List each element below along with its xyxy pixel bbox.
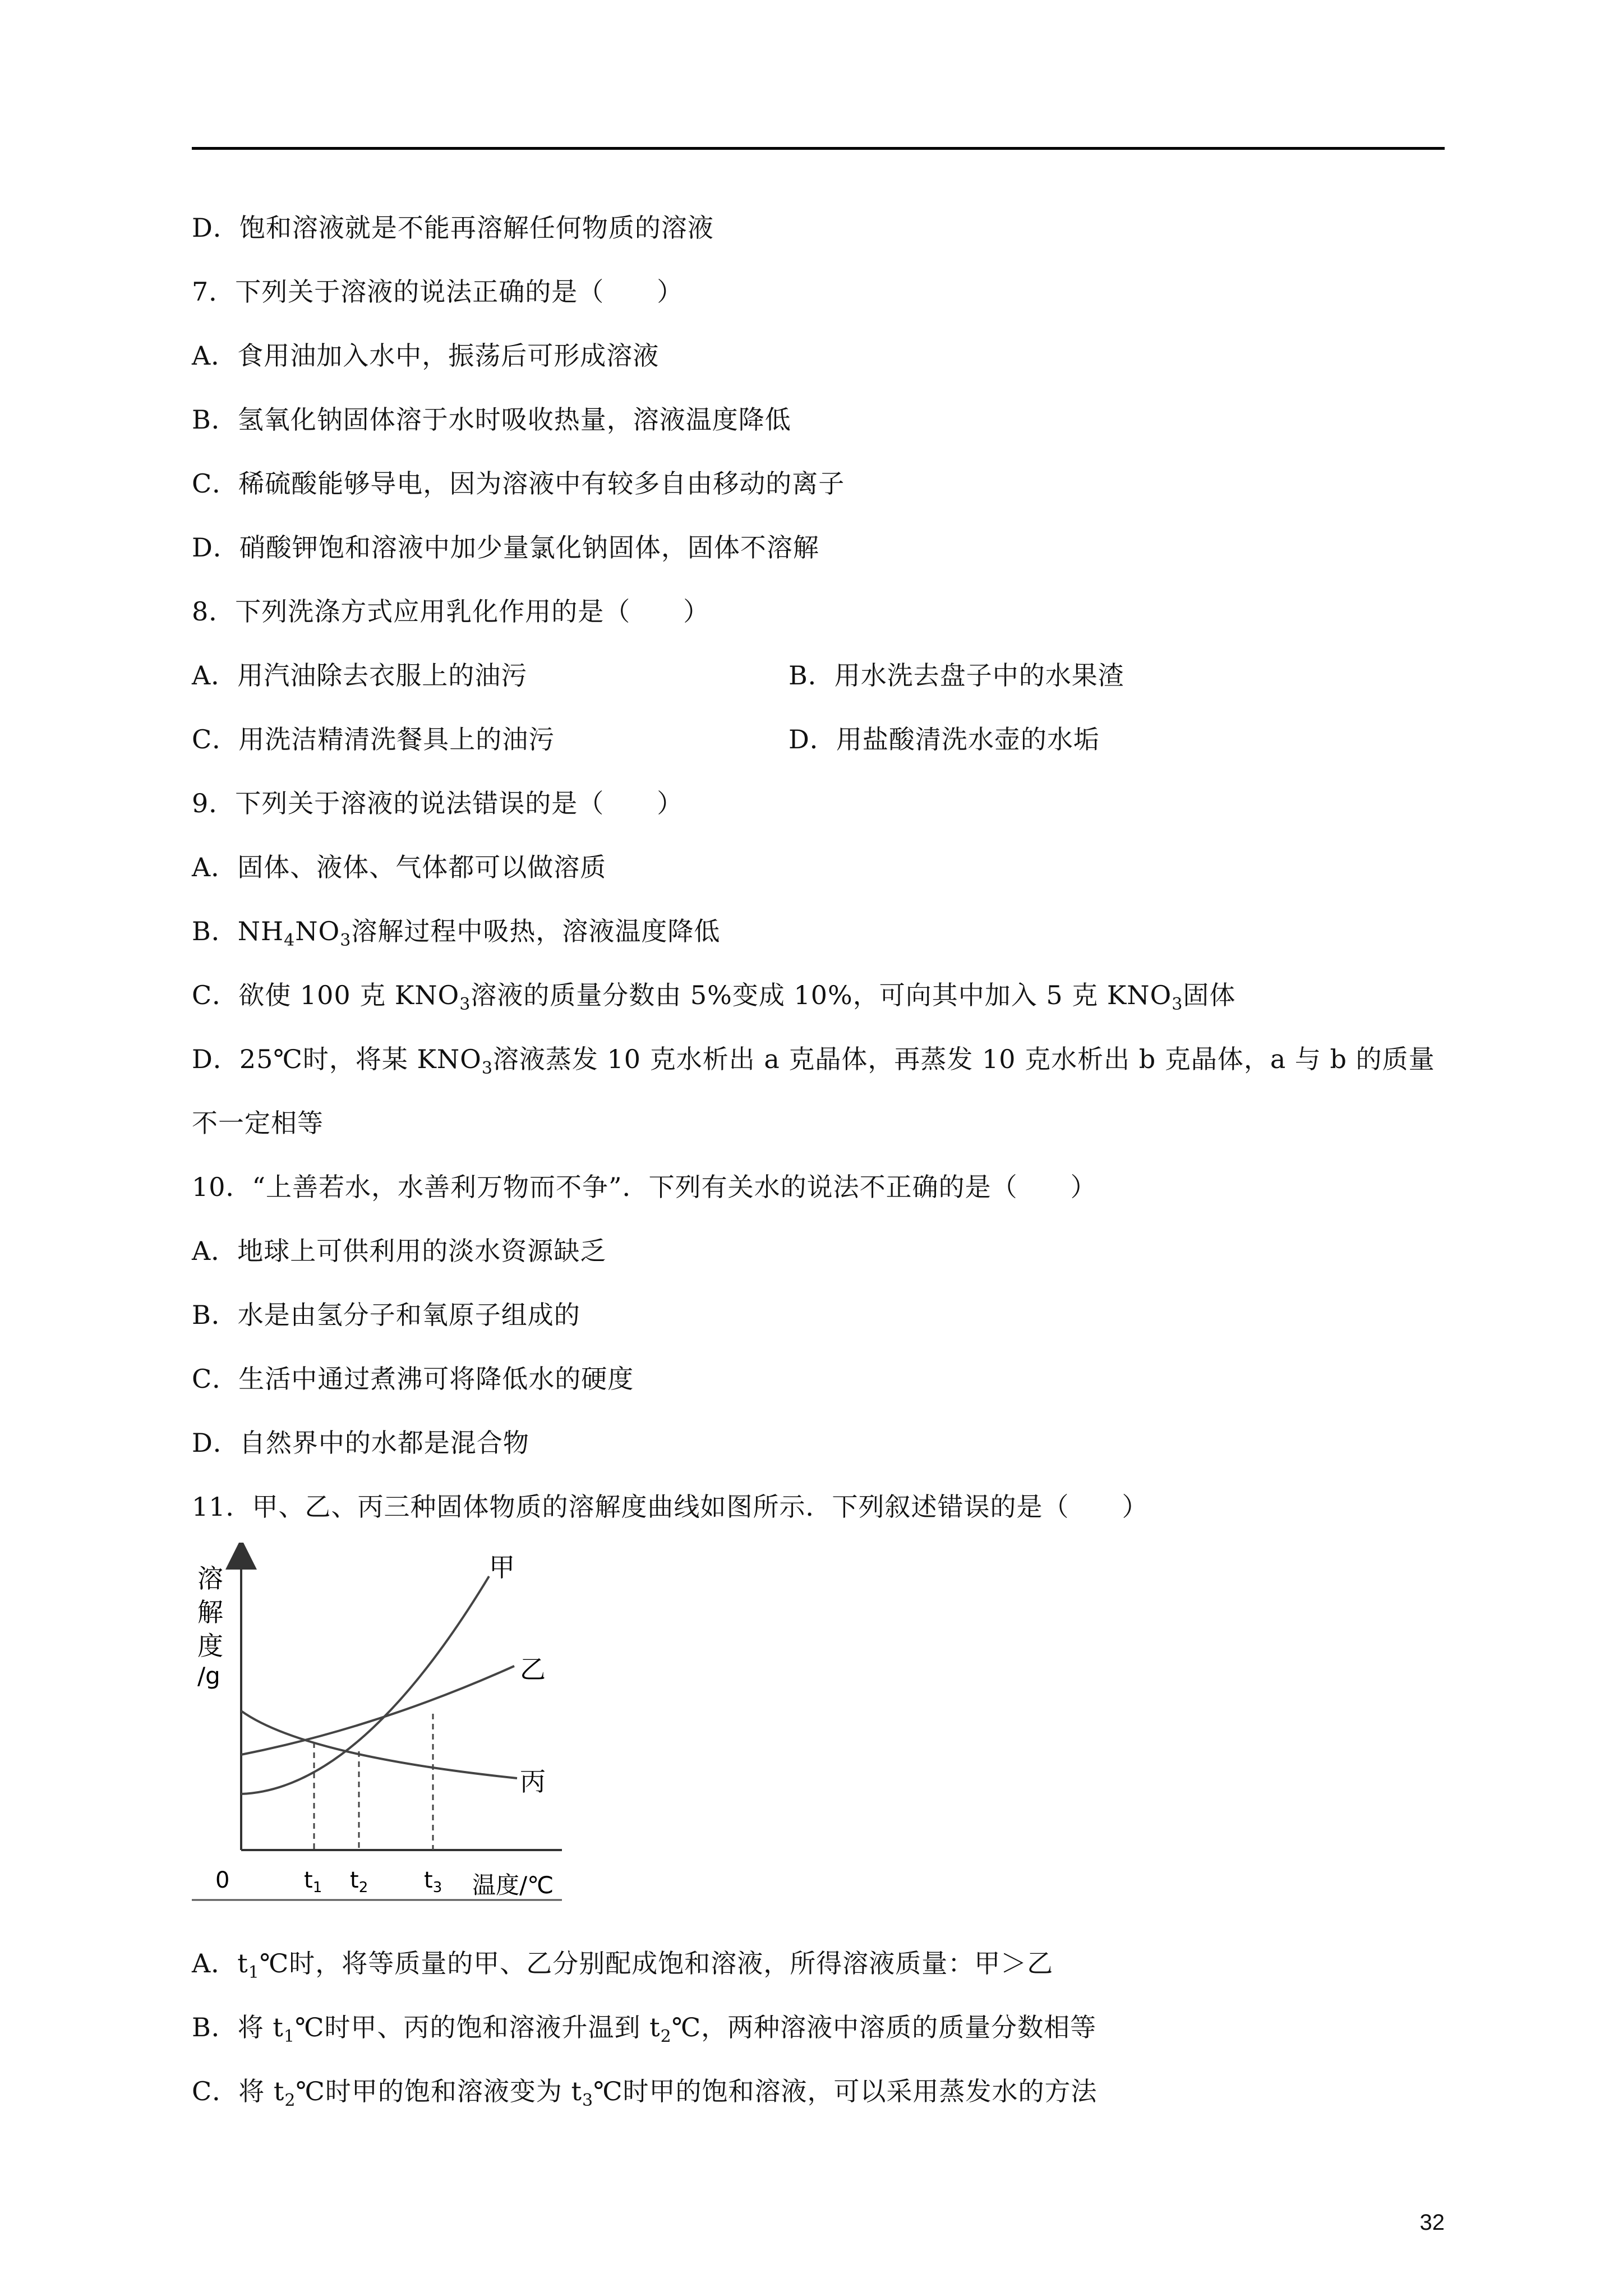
option-9d: D．25℃时，将某 $KNO_3$溶液蒸发 10 克水析出 a 克晶体，再蒸发 10 克水析出 b 克晶体，a 与 b 的质量 (192, 1044, 1435, 1078)
tick-label-t1: $t_1$ (304, 1867, 322, 1896)
question-8: 8．下列洗涤方式应用乳化作用的是（ ） (192, 596, 710, 627)
option-10c: C．生活中通过煮沸可将降低水的硬度 (192, 1364, 634, 1394)
tick-label-t2: $t_2$ (350, 1867, 368, 1896)
ylabel-char-3: 度 (197, 1631, 223, 1661)
options-8cd-row (192, 723, 1445, 756)
options-8ab-row (192, 659, 1445, 692)
solubility-chart (192, 1543, 566, 1902)
xlabel: 温度/℃ (472, 1871, 554, 1899)
series-label-yi: 乙 (520, 1654, 546, 1685)
option-11c: C．将 $t_2℃$时甲的饱和溶液变为 $t_3℃$时甲的饱和溶液，可以采用蒸发水的方法 (192, 2076, 1098, 2110)
option-9b: B．$NH_4NO_3$溶解过程中吸热，溶液温度降低 (192, 916, 721, 950)
option-6d: D．饱和溶液就是不能再溶解任何物质的溶液 (192, 213, 714, 243)
series-label-bing: 丙 (520, 1766, 546, 1797)
ylabel-char-2: 解 (197, 1597, 223, 1627)
option-11b: B．将 $t_1℃$时甲、丙的饱和溶液升温到 $t_2℃$，两种溶液中溶质的质量分数相等 (192, 2012, 1097, 2046)
page-number: 32 (1419, 2210, 1445, 2235)
question-11: 11．甲、乙、丙三种固体物质的溶解度曲线如图所示．下列叙述错误的是（ ） (192, 1492, 1149, 1522)
option-9d-continued: 不一定相等 (192, 1108, 324, 1138)
series-label-jia: 甲 (489, 1552, 515, 1582)
option-7b: B．氢氧化钠固体溶于水时吸收热量，溶液温度降低 (192, 404, 791, 435)
ylabel-char-4: /g (197, 1662, 220, 1690)
option-10a: A．地球上可供利用的淡水资源缺乏 (192, 1236, 607, 1266)
option-8d: D．用盐酸清洗水壶的水垢 (789, 724, 1100, 754)
origin-label: 0 (215, 1867, 230, 1893)
option-7a: A．食用油加入水中，振荡后可形成溶液 (192, 341, 660, 371)
option-7d: D．硝酸钾饱和溶液中加少量氯化钠固体，固体不溶解 (192, 532, 819, 563)
option-7c: C．稀硫酸能够导电，因为溶液中有较多自由移动的离子 (192, 468, 845, 499)
option-8c: C．用洗洁精清洗餐具上的油污 (192, 724, 555, 754)
option-9c: C．欲使 100 克 $KNO_3$溶液的质量分数由 5%变成 10%，可向其中加入 5 克 $KNO_3$固体 (192, 980, 1236, 1014)
option-8a: A．用汽油除去衣服上的油污 (192, 660, 528, 691)
option-8b: B．用水洗去盘子中的水果渣 (789, 660, 1124, 691)
question-9: 9．下列关于溶液的说法错误的是（ ） (192, 788, 684, 818)
option-11a: A．$t_1℃$时，将等质量的甲、乙分别配成饱和溶液，所得溶液质量：甲＞乙 (192, 1948, 1054, 1982)
option-10d: D．自然界中的水都是混合物 (192, 1428, 529, 1458)
option-9a: A．固体、液体、气体都可以做溶质 (192, 852, 607, 882)
question-7: 7．下列关于溶液的说法正确的是（ ） (192, 277, 684, 307)
tick-label-t3: $t_3$ (424, 1867, 442, 1896)
question-10: 10．“上善若水，水善利万物而不争”．下列有关水的说法不正确的是（ ） (192, 1172, 1097, 1202)
header-rule (192, 147, 1445, 150)
ylabel-char-1: 溶 (197, 1563, 223, 1594)
option-10b: B．水是由氢分子和氧原子组成的 (192, 1300, 580, 1330)
